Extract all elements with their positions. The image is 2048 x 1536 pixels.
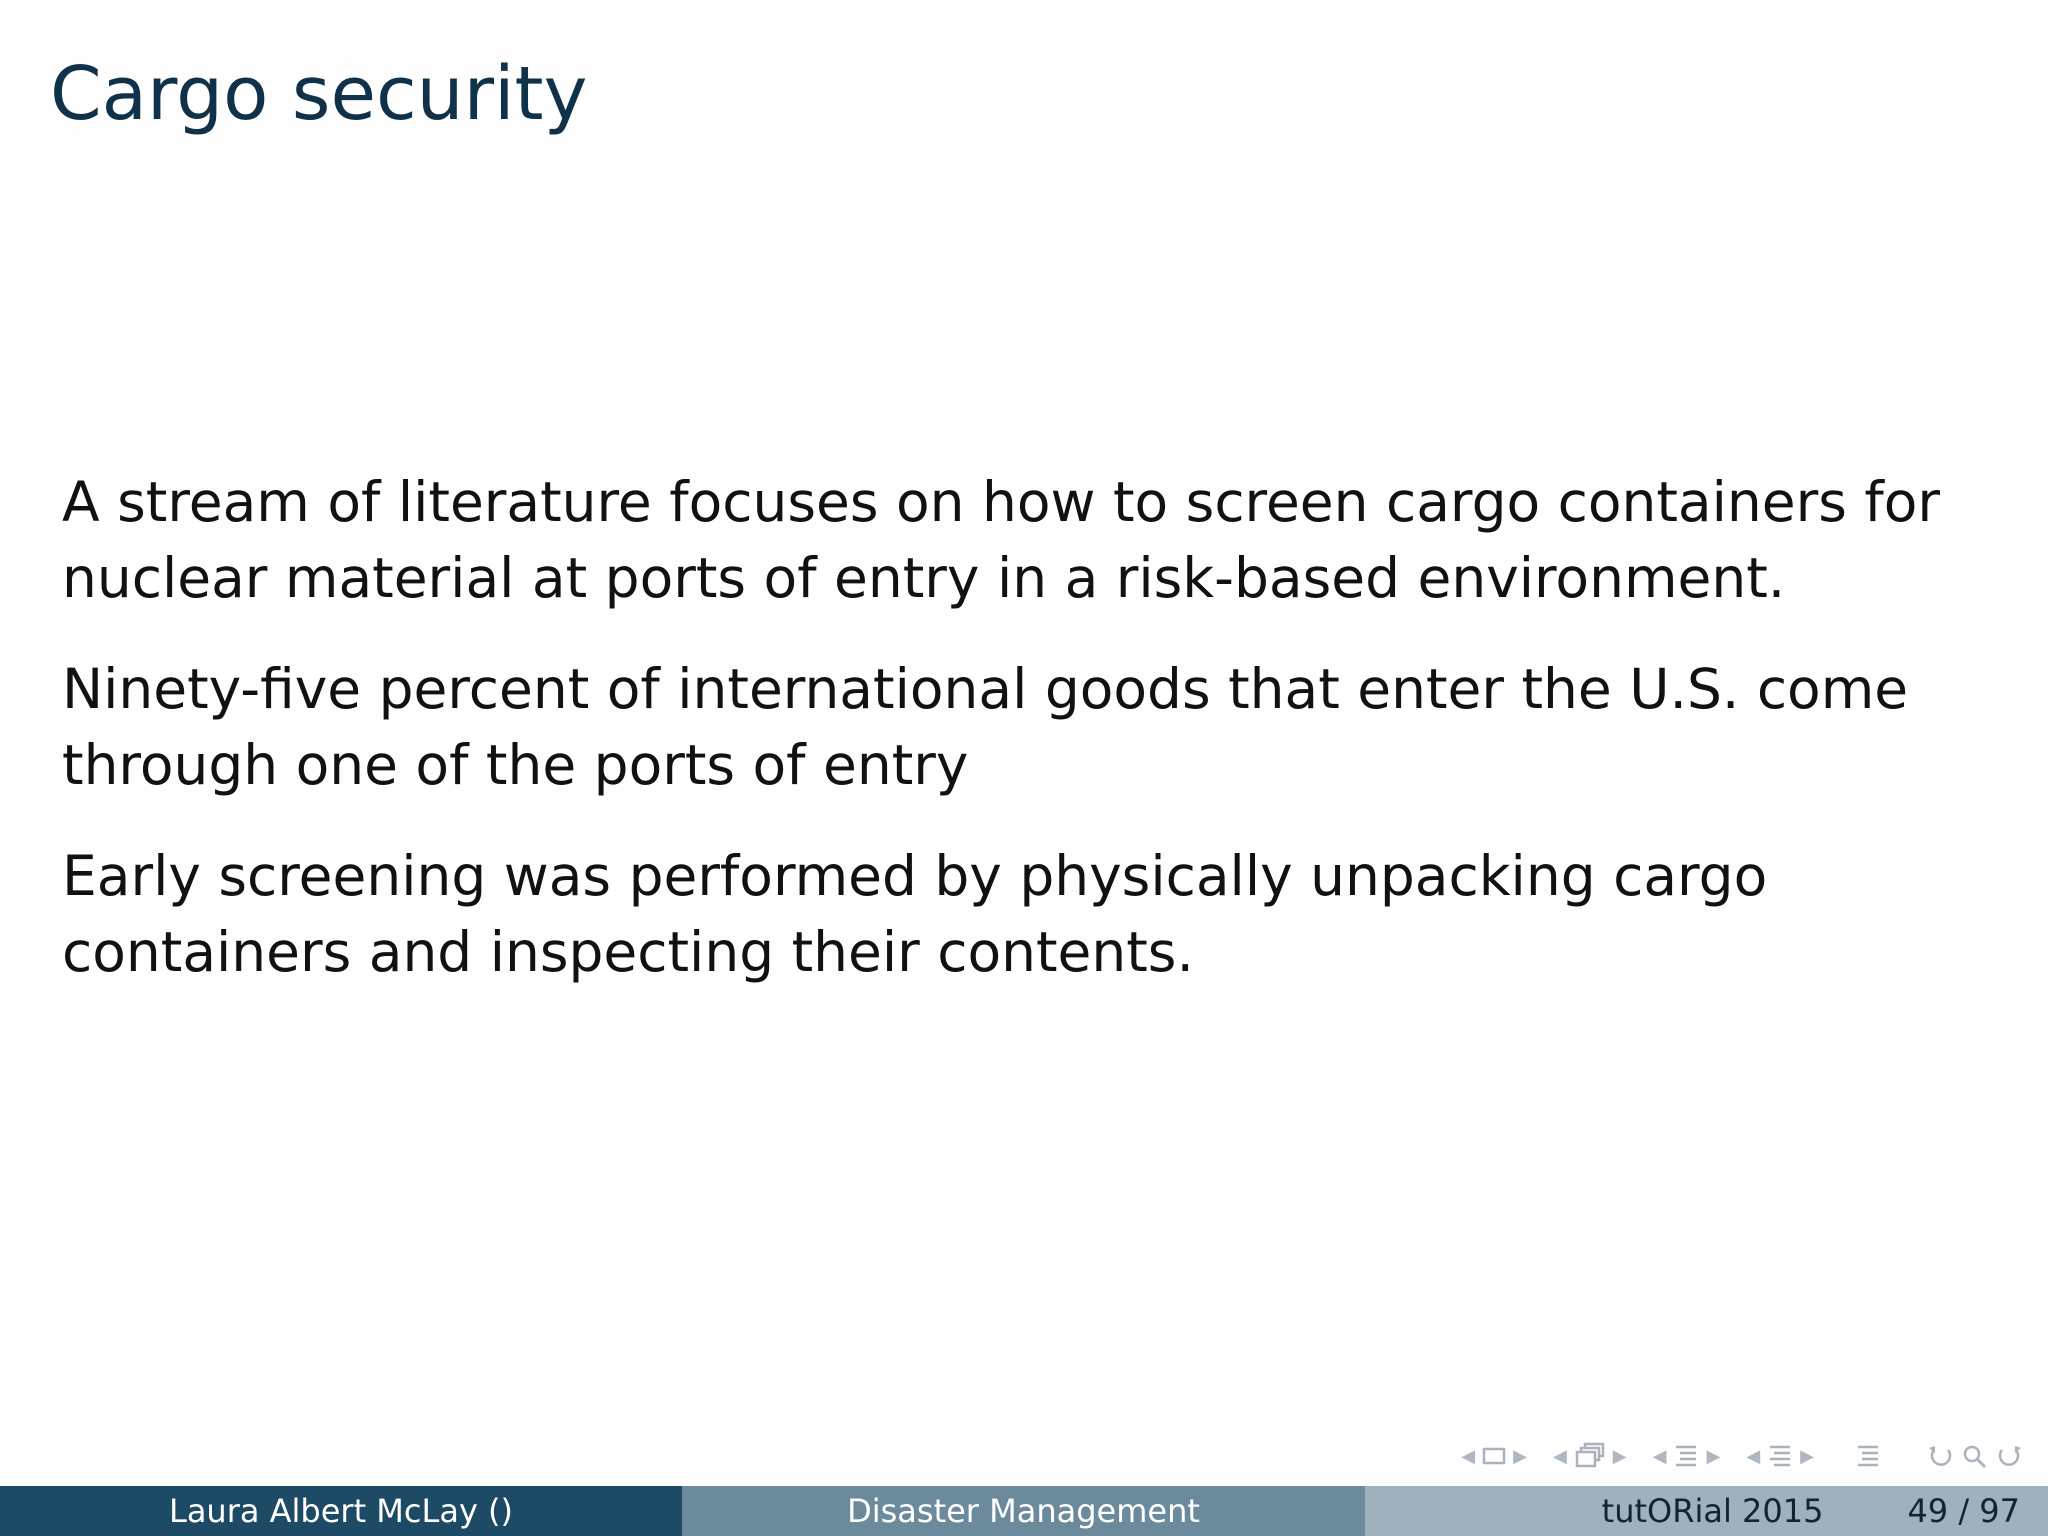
outline-icon[interactable]: [1854, 1443, 1882, 1469]
section-nav[interactable]: [1746, 1443, 1814, 1469]
search-icon[interactable]: [1960, 1442, 1990, 1470]
paragraph-ports-of-entry: Ninety-five percent of international goods that enter the U.S. come through one of the ports of entry: [62, 657, 1909, 797]
left-arrow-icon[interactable]: ◀: [1461, 1445, 1476, 1467]
left-arrow-icon[interactable]: ◀: [1652, 1445, 1667, 1467]
right-arrow-icon[interactable]: ▶: [1706, 1445, 1721, 1467]
left-arrow-icon[interactable]: ◀: [1746, 1445, 1761, 1467]
section-nav-icon[interactable]: [1766, 1443, 1794, 1469]
footer-presentation-title: Disaster Management: [682, 1486, 1365, 1536]
slide-body: [62, 464, 1992, 1025]
slide-nav-icon[interactable]: [1481, 1445, 1507, 1467]
subsection-nav-icon[interactable]: [1672, 1443, 1700, 1469]
subsection-nav[interactable]: [1653, 1443, 1721, 1469]
footer-author: Laura Albert McLay (): [0, 1486, 682, 1536]
history-nav[interactable]: [1926, 1442, 2024, 1470]
right-arrow-icon[interactable]: ▶: [1612, 1445, 1627, 1467]
frame-nav-icon[interactable]: [1573, 1442, 1607, 1470]
forward-icon[interactable]: [1994, 1442, 2024, 1470]
footer-page-number: 49 / 97: [1907, 1492, 2020, 1530]
slide-nav[interactable]: [1461, 1445, 1527, 1467]
slide-title: Cargo security: [50, 51, 588, 137]
beamer-navigation-bar: [1435, 1438, 2024, 1474]
left-arrow-icon[interactable]: ◀: [1552, 1445, 1567, 1467]
footer-info: [1365, 1486, 2048, 1536]
paragraph-literature: A stream of literature focuses on how to screen cargo containers for nuclear material at ports of entry in a risk-based environment.: [62, 470, 1940, 610]
paragraph-early-screening: Early screening was performed by physically unpacking cargo containers and inspecting their contents.: [62, 844, 1768, 984]
right-arrow-icon[interactable]: ▶: [1513, 1445, 1527, 1467]
footer-conference: tutORial 2015: [1601, 1492, 1824, 1530]
footer-bar: [0, 1486, 2048, 1536]
frame-nav[interactable]: [1553, 1442, 1627, 1470]
right-arrow-icon[interactable]: ▶: [1800, 1445, 1814, 1467]
back-icon[interactable]: [1926, 1442, 1956, 1470]
outline-nav[interactable]: [1854, 1443, 1882, 1469]
